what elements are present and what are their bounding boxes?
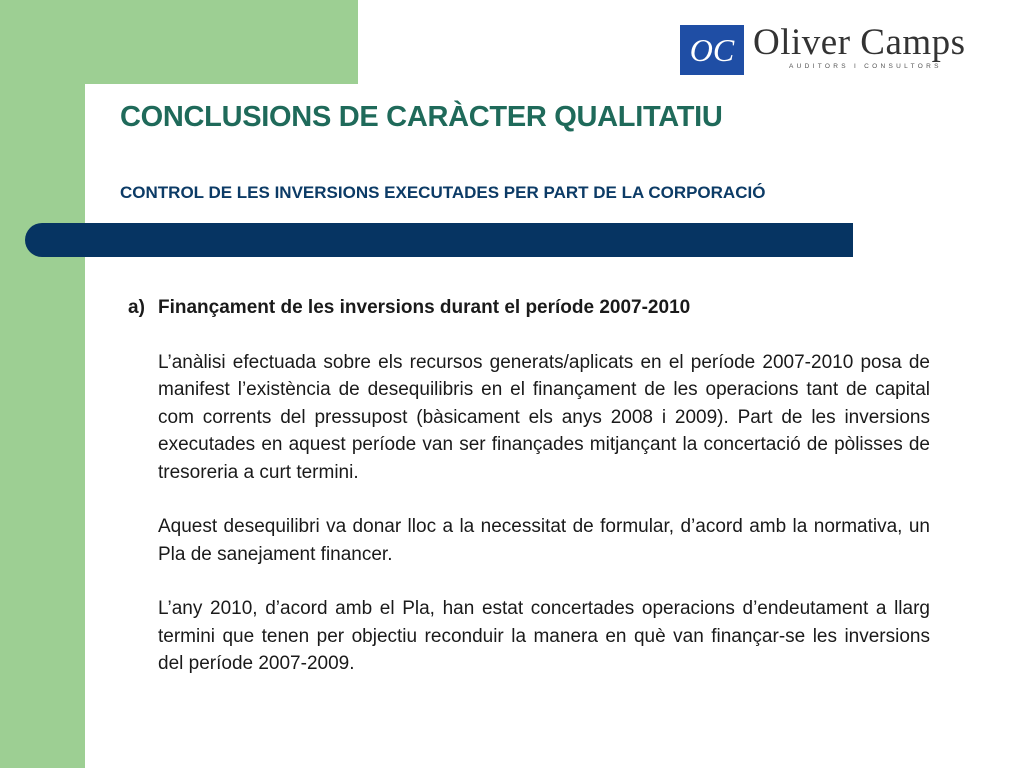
- section-marker: a): [128, 297, 145, 318]
- logo-tagline: AUDITORS I CONSULTORS: [789, 63, 942, 70]
- oc-monogram-icon: [687, 32, 737, 68]
- logo-name: Oliver Camps: [753, 22, 966, 63]
- paragraph-3: L’any 2010, d’acord amb el Pla, han estat concertades operacions d’endeutament a llarg termini que tenen per objectiu reconduir la manera en què van finançar-se les inversions del període 2007-2009.: [158, 598, 930, 674]
- navy-divider-bar: [25, 223, 853, 257]
- logo-monogram-text: OC: [689, 32, 735, 68]
- slide-content: [128, 294, 930, 697]
- paragraph-2: Aquest desequilibri va donar lloc a la necessitat de formular, d’acord amb la normativa, un Pla de sanejament financer.: [158, 516, 930, 565]
- top-green-band: [0, 0, 358, 84]
- company-logo: [680, 22, 966, 77]
- slide-title: CONCLUSIONS DE CARÀCTER QUALITATIU: [120, 101, 723, 133]
- slide-subtitle: CONTROL DE LES INVERSIONS EXECUTADES PER PART DE LA CORPORACIÓ: [120, 183, 766, 202]
- section-heading-text: Finançament de les inversions durant el període 2007-2010: [158, 297, 691, 318]
- paragraph-1: L’anàlisi efectuada sobre els recursos generats/aplicats en el període 2007-2010 posa de manifest l’existència de desequilibris en el finançament de les operacions tant de capital com corrents del pressupost (bàsicament els anys 2008 i 2009). Part de les inversions executades en aquest període van ser finançades mitjançant la concertació de pòlisses de tresoreria a curt termini.: [158, 351, 930, 483]
- left-green-band: [0, 0, 85, 768]
- logo-monogram: [680, 25, 744, 75]
- section-heading: [128, 294, 930, 322]
